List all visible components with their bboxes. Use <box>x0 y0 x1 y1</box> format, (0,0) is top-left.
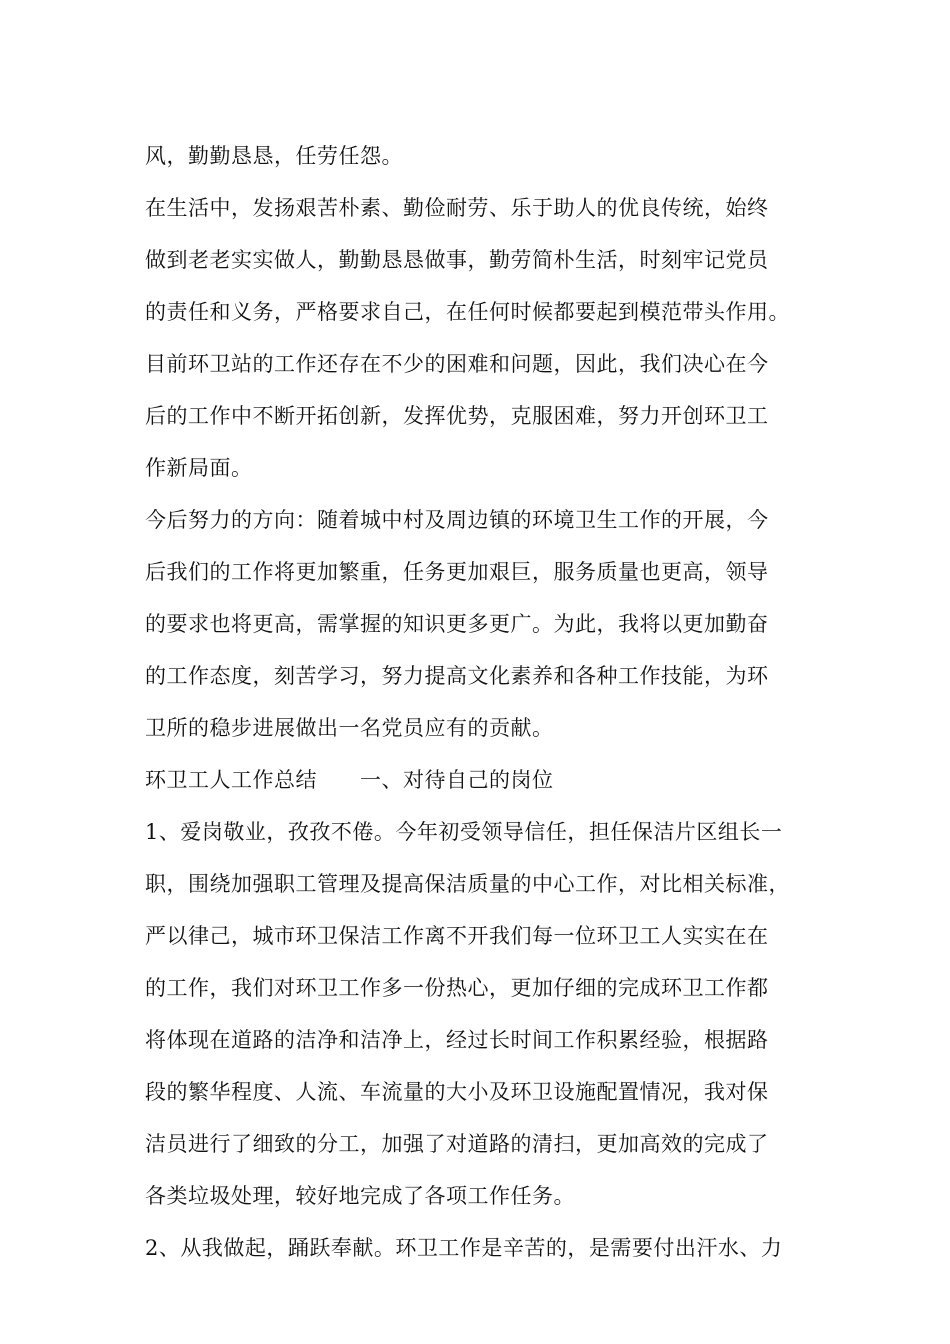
text-line: 将体现在道路的洁净和洁净上，经过长时间工作积累经验，根据路 <box>145 1028 769 1052</box>
text-line: 1、爱岗敬业，孜孜不倦。今年初受领导信任，担任保洁片区组长一 <box>145 820 783 844</box>
text-line: 在生活中，发扬艰苦朴素、勤俭耐劳、乐于助人的优良传统，始终 <box>145 196 769 220</box>
text-line: 严以律己，城市环卫保洁工作离不开我们每一位环卫工人实实在在 <box>145 924 769 948</box>
text-line: 段的繁华程度、人流、车流量的大小及环卫设施配置情况，我对保 <box>145 1080 769 1104</box>
text-line: 2、从我做起，踊跃奉献。环卫工作是辛苦的，是需要付出汗水、力 <box>145 1236 783 1260</box>
text-line: 洁员进行了细致的分工，加强了对道路的清扫，更加高效的完成了 <box>145 1132 769 1156</box>
text-line: 职，围绕加强职工管理及提高保洁质量的中心工作，对比相关标准， <box>145 872 790 896</box>
text-line: 后的工作中不断开拓创新，发挥优势，克服困难，努力开创环卫工 <box>145 404 769 428</box>
text-line: 风，勤勤恳恳，任劳任怨。 <box>145 144 403 168</box>
text-line: 的工作态度，刻苦学习，努力提高文化素养和各种工作技能，为环 <box>145 664 769 688</box>
document-body <box>145 130 825 1274</box>
text-line: 今后努力的方向：随着城中村及周边镇的环境卫生工作的开展，今 <box>145 508 769 532</box>
text-line: 的责任和义务，严格要求自己，在任何时候都要起到模范带头作用。 <box>145 300 790 324</box>
text-line: 后我们的工作将更加繁重，任务更加艰巨，服务质量也更高，领导 <box>145 560 769 584</box>
text-line: 的要求也将更高，需掌握的知识更多更广。为此，我将以更加勤奋 <box>145 612 769 636</box>
text-line: 做到老老实实做人，勤勤恳恳做事，勤劳简朴生活，时刻牢记党员 <box>145 248 769 272</box>
text-line: 作新局面。 <box>145 456 253 480</box>
text-line: 目前环卫站的工作还存在不少的困难和问题，因此，我们决心在今 <box>145 352 769 376</box>
text-line: 的工作，我们对环卫工作多一份热心，更加仔细的完成环卫工作都 <box>145 976 769 1000</box>
text-line: 卫所的稳步进展做出一名党员应有的贡献。 <box>145 716 554 740</box>
section-heading-line: 环卫工人工作总结 一、对待自己的岗位 <box>145 768 554 792</box>
text-line: 各类垃圾处理，较好地完成了各项工作任务。 <box>145 1184 575 1208</box>
